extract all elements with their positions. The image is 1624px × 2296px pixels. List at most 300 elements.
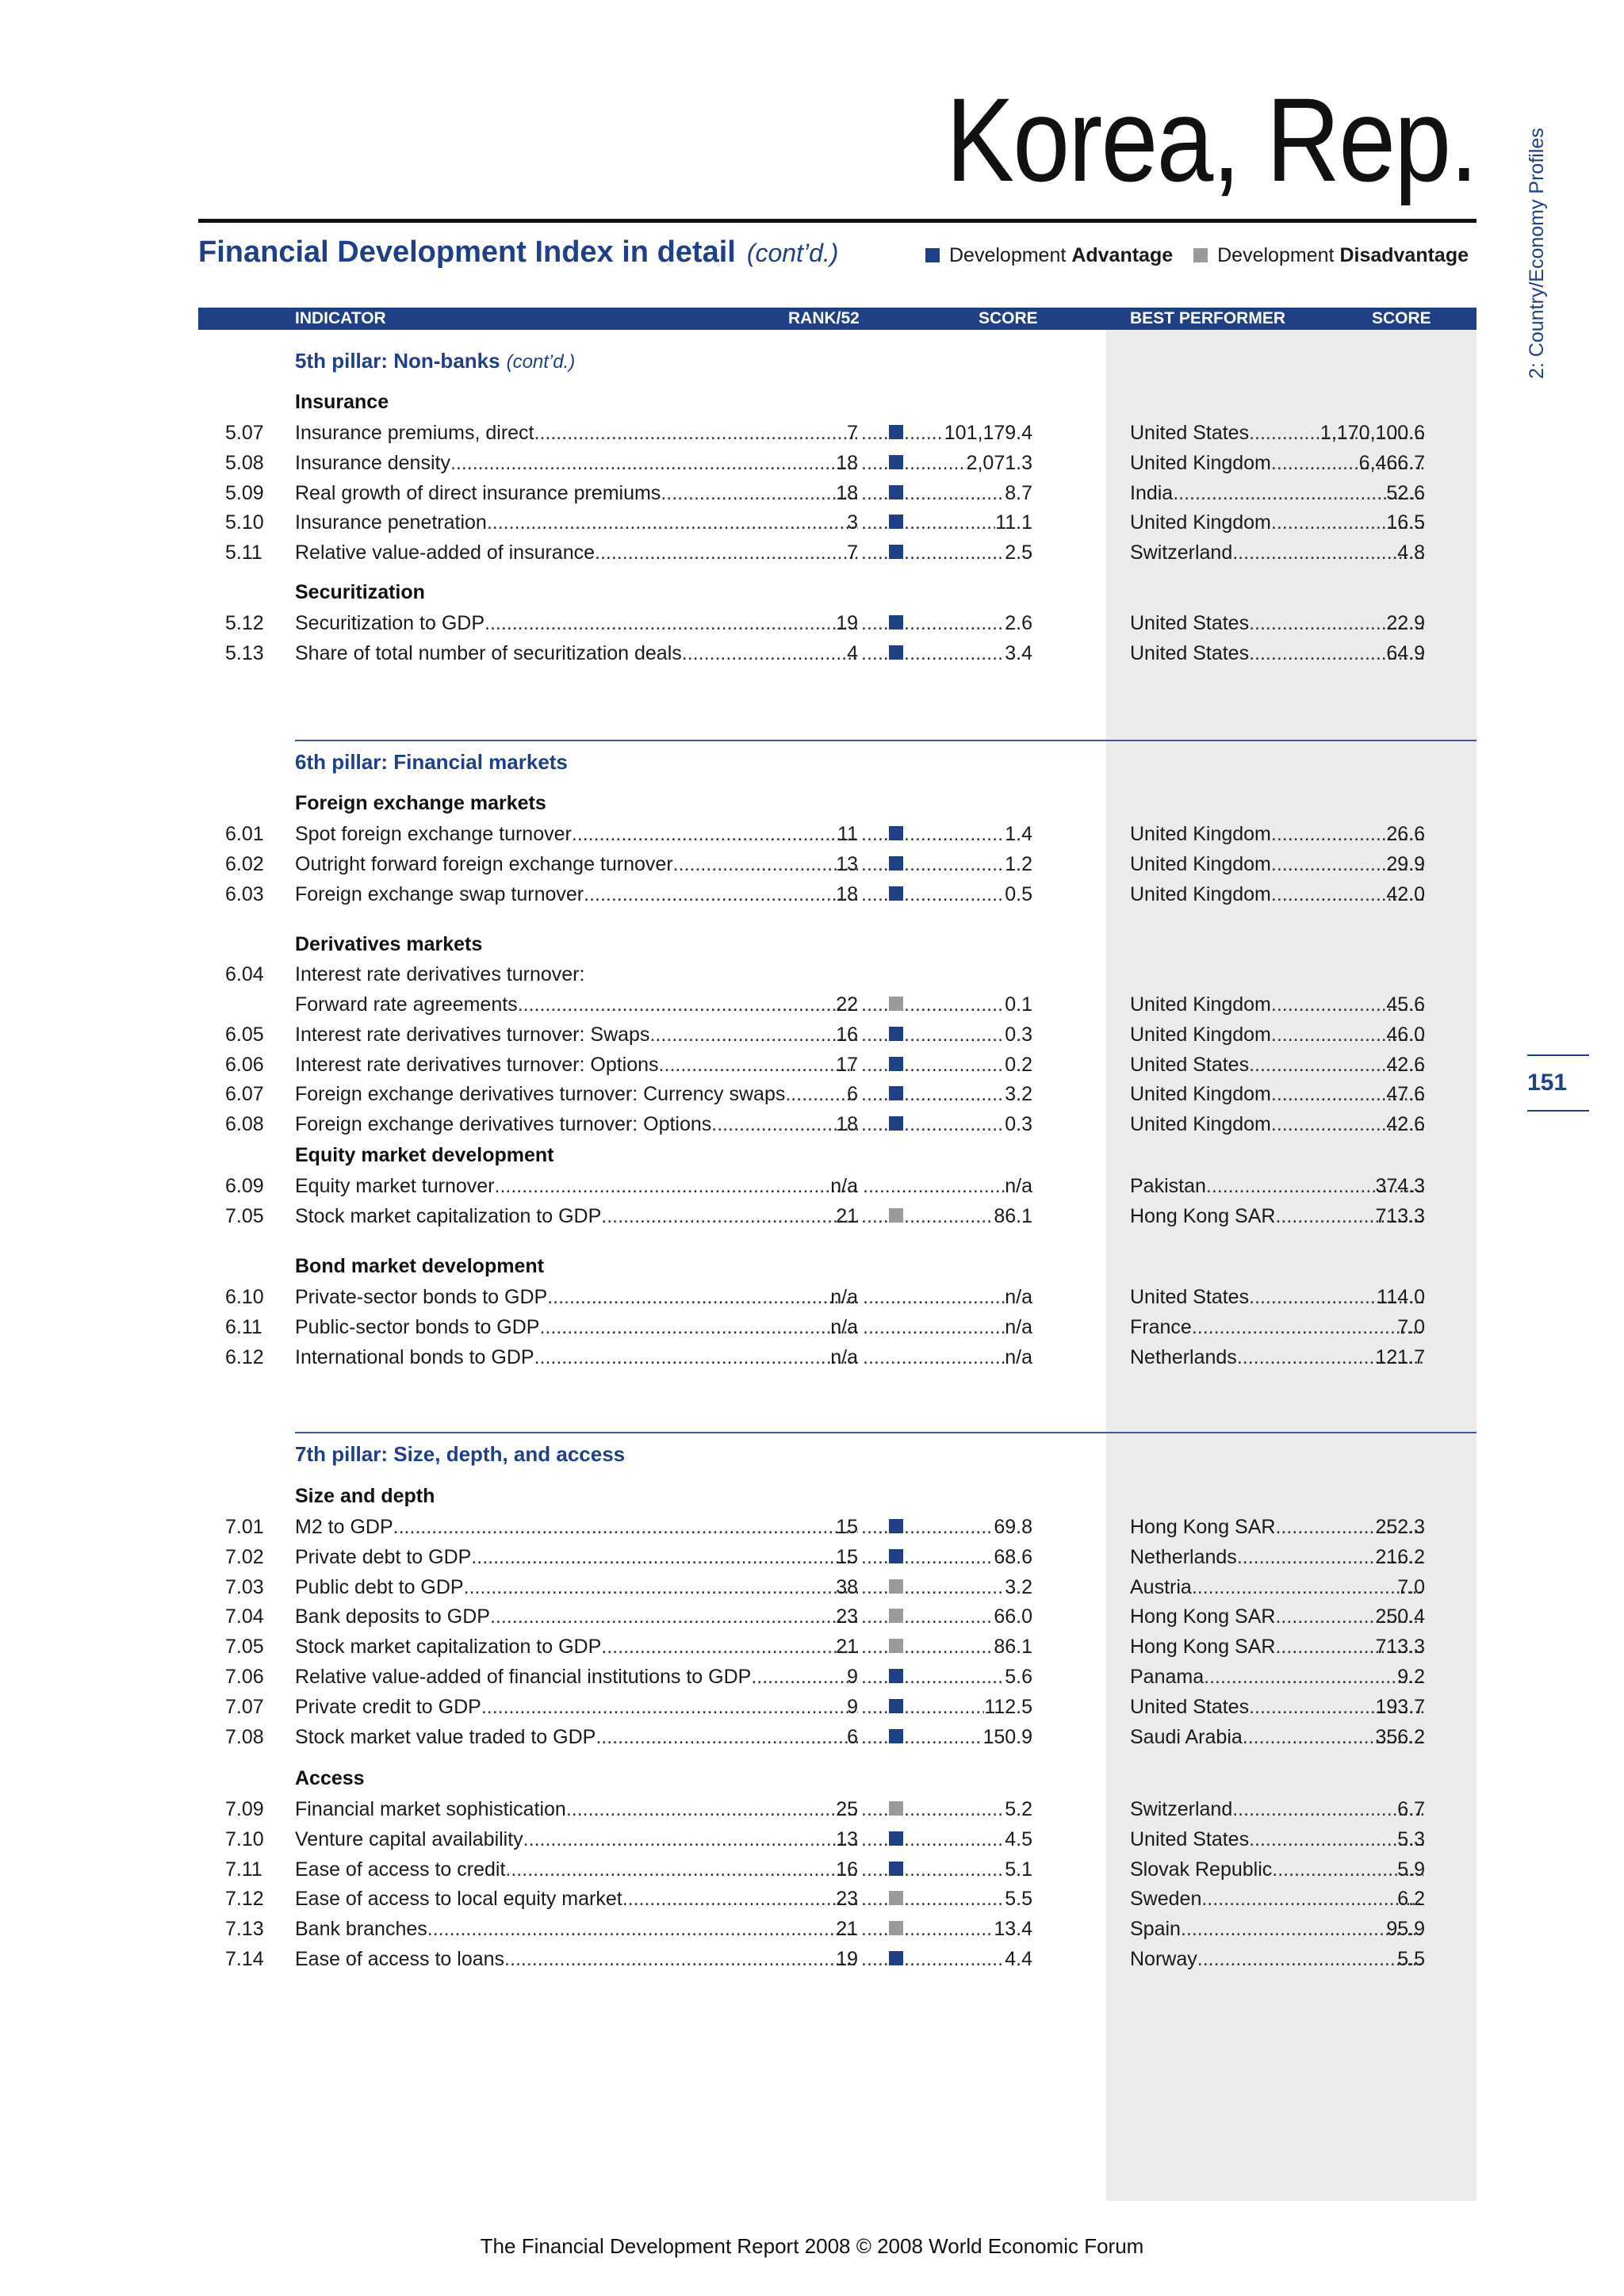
indicator-number: 5.13	[225, 641, 264, 664]
indicator-number: 7.12	[225, 1888, 264, 1911]
indicator-number: 6.12	[225, 1345, 264, 1368]
score-value: 4.5	[1005, 1824, 1032, 1854]
leader-dots	[861, 1722, 888, 1752]
title-rule	[198, 219, 1477, 223]
leader-dots	[863, 1342, 1005, 1372]
leader-dots	[861, 1572, 888, 1602]
best-performer-cell	[1130, 1824, 1423, 1854]
best-performer-name: Switzerland	[1130, 541, 1233, 564]
indicator-label-cell	[295, 1512, 858, 1542]
legend-disadvantage	[1193, 238, 1469, 273]
best-score-value: 52.6	[1386, 481, 1425, 504]
indicator-label-cell	[295, 1722, 858, 1752]
indicator-label: M2 to GDP	[295, 1516, 393, 1538]
score-value: 1.2	[1005, 849, 1032, 879]
best-performer-name: Spain	[1130, 1918, 1181, 1941]
best-performer-name: Panama	[1130, 1666, 1205, 1688]
indicator-label-cell	[295, 1824, 858, 1854]
best-score-value: 6.7	[1397, 1798, 1425, 1820]
legend-advantage	[925, 238, 1173, 273]
indicator-number: 6.07	[225, 1083, 264, 1106]
leader-dots	[861, 507, 888, 538]
indicator-number: 6.05	[225, 1023, 264, 1046]
table-row	[0, 448, 1624, 478]
indicator-number: 7.05	[225, 1204, 264, 1227]
advantage-square-icon	[889, 645, 903, 660]
indicator-label-cell	[295, 1342, 858, 1372]
indicator-label-cell	[295, 1542, 858, 1572]
table-row	[0, 1050, 1624, 1080]
score-value: 1.4	[1005, 819, 1032, 849]
pillar-title: 5th pillar: Non-banks	[295, 349, 500, 373]
leader-dots	[566, 1794, 858, 1824]
indicator-label-cell	[295, 1662, 858, 1692]
leader-dots	[601, 1201, 858, 1231]
best-score-value: 42.6	[1386, 1113, 1425, 1136]
score-value: 4.4	[1005, 1944, 1032, 1974]
section-heading: Foreign exchange markets	[295, 792, 546, 814]
disadvantage-square-icon	[889, 1208, 903, 1223]
leader-dots	[547, 1282, 858, 1312]
best-performer-name: Hong Kong SAR	[1130, 1636, 1276, 1659]
indicator-number: 7.02	[225, 1545, 264, 1568]
page-footer: The Financial Development Report 2008 © 2008 World Economic Forum	[480, 2234, 1144, 2258]
best-score-value: 16.5	[1386, 511, 1425, 534]
leader-dots	[495, 1171, 859, 1201]
rank-value: 15	[836, 1545, 858, 1568]
indicator-label-cell	[295, 1282, 858, 1312]
best-performer-name: Netherlands	[1130, 1345, 1237, 1368]
indicator-label: Private debt to GDP	[295, 1545, 472, 1568]
table-row	[0, 1854, 1624, 1885]
disadvantage-square-icon	[889, 1891, 903, 1905]
leader-dots	[861, 1542, 888, 1572]
rank-value: 18	[836, 882, 858, 905]
table-row	[0, 1601, 1624, 1632]
indicator-number: 6.09	[225, 1175, 264, 1197]
indicator-label-cell	[295, 849, 858, 879]
indicator-number: 6.02	[225, 852, 264, 875]
best-performer-name: United Kingdom	[1130, 993, 1271, 1016]
indicator-number: 6.11	[225, 1315, 262, 1338]
score-value: n/a	[1005, 1282, 1032, 1312]
indicator-label: Relative value-added of financial institutions to GDP	[295, 1666, 752, 1688]
indicator-number: 7.10	[225, 1827, 264, 1850]
leader-dots	[661, 478, 858, 508]
disadvantage-square-icon	[889, 1609, 903, 1623]
advantage-square-icon	[889, 485, 903, 499]
rank-value: 6	[847, 1725, 858, 1748]
indicator-label: Ease of access to loans	[295, 1948, 505, 1970]
rank-value: 19	[836, 612, 858, 634]
indicator-label: Stock market capitalization to GDP	[295, 1636, 602, 1659]
leader-dots	[861, 1601, 888, 1632]
score-value: n/a	[1005, 1171, 1032, 1201]
page-title: Korea, Rep.	[945, 73, 1477, 206]
indicator-label: Spot foreign exchange turnover	[295, 823, 572, 845]
rank-value: n/a	[830, 1286, 858, 1308]
leader-dots	[523, 1824, 858, 1854]
indicator-label: Private credit to GDP	[295, 1695, 481, 1718]
leader-dots	[1232, 1794, 1423, 1824]
leader-dots	[450, 448, 858, 478]
table-row	[0, 507, 1624, 538]
indicator-label-cell	[295, 1632, 858, 1662]
rank-value: 9	[847, 1666, 858, 1688]
column-header-best-score: SCORE	[1372, 309, 1431, 327]
score-value: 0.5	[1005, 879, 1032, 909]
best-performer-cell	[1130, 1109, 1423, 1139]
leader-dots	[487, 507, 858, 538]
indicator-label: Foreign exchange derivatives turnover: Currency swaps	[295, 1083, 786, 1106]
best-score-value: 114.0	[1377, 1286, 1425, 1308]
best-score-value: 6,466.7	[1358, 451, 1425, 474]
disadvantage-square-icon	[889, 1579, 903, 1594]
score-value: 2.6	[1005, 608, 1032, 638]
best-performer-name: Slovak Republic	[1130, 1858, 1273, 1881]
table-row	[0, 1662, 1624, 1692]
advantage-square-icon	[889, 886, 903, 901]
section-heading: Insurance	[295, 391, 389, 413]
best-performer-name: Hong Kong SAR	[1130, 1204, 1276, 1227]
table-row	[0, 478, 1624, 508]
indicator-label-cell	[295, 1050, 858, 1080]
leader-dots	[393, 1512, 858, 1542]
leader-dots	[596, 1722, 858, 1752]
score-value: 5.6	[1005, 1662, 1032, 1692]
best-performer-name: Saudi Arabia	[1130, 1725, 1243, 1748]
leader-dots	[863, 1282, 1005, 1312]
rank-value: n/a	[830, 1345, 858, 1368]
leader-dots	[751, 1662, 858, 1692]
indicator-label-cell	[295, 1020, 858, 1050]
section-heading: Equity market development	[295, 1144, 554, 1166]
indicator-number: 7.03	[225, 1575, 264, 1598]
best-performer-cell	[1130, 1312, 1423, 1342]
leader-dots	[861, 879, 888, 909]
leader-dots	[1201, 1884, 1423, 1914]
advantage-square-icon	[889, 856, 903, 871]
leader-dots	[534, 418, 858, 448]
rank-value: 23	[836, 1605, 858, 1628]
rank-value: 7	[847, 541, 858, 564]
indicator-label-cell	[295, 1884, 858, 1914]
disadvantage-square-icon	[889, 997, 903, 1011]
best-score-value: 26.6	[1386, 823, 1425, 845]
indicator-label: Public debt to GDP	[295, 1575, 464, 1598]
leader-dots	[861, 989, 888, 1020]
best-performer-name: Hong Kong SAR	[1130, 1605, 1276, 1628]
pillar-heading	[295, 1439, 625, 1469]
score-value: 5.1	[1005, 1854, 1032, 1885]
score-value: 5.5	[1005, 1884, 1032, 1914]
rank-value: 19	[836, 1948, 858, 1970]
leader-dots	[481, 1692, 858, 1722]
leader-dots	[572, 819, 858, 849]
indicator-label: Foreign exchange swap turnover	[295, 882, 584, 905]
leader-dots	[1192, 1312, 1423, 1342]
leader-dots	[861, 1944, 888, 1974]
advantage-square-icon	[889, 1116, 903, 1131]
indicator-label-cell	[295, 1572, 858, 1602]
table-row	[0, 608, 1624, 638]
best-score-value: 46.0	[1386, 1023, 1425, 1046]
indicator-label-cell	[295, 638, 858, 668]
table-row	[0, 1542, 1624, 1572]
score-value: 101,179.4	[944, 418, 1032, 448]
best-performer-name: Sweden	[1130, 1888, 1202, 1911]
advantage-square-icon	[889, 1027, 903, 1041]
best-score-value: 356.2	[1375, 1725, 1425, 1748]
indicator-label: Public-sector bonds to GDP	[295, 1315, 540, 1338]
indicator-label: Financial market sophistication	[295, 1798, 566, 1820]
table-row	[0, 1342, 1624, 1372]
rank-value: 13	[836, 852, 858, 875]
score-value: 86.1	[994, 1632, 1032, 1662]
column-header-rank: RANK/52	[788, 309, 860, 327]
leader-dots	[485, 608, 858, 638]
best-score-value: 95.9	[1386, 1918, 1425, 1941]
best-performer-cell	[1130, 538, 1423, 568]
table-row	[0, 849, 1624, 879]
table-row	[0, 538, 1624, 568]
rank-value: 18	[836, 481, 858, 504]
leader-dots	[861, 1079, 888, 1109]
best-performer-name: Hong Kong SAR	[1130, 1516, 1276, 1538]
indicator-label-cell	[295, 1312, 858, 1342]
best-performer-cell	[1130, 819, 1423, 849]
best-performer-name: United Kingdom	[1130, 823, 1271, 845]
rank-value: 21	[836, 1636, 858, 1659]
table-row	[0, 879, 1624, 909]
table-row	[0, 638, 1624, 668]
best-score-value: 9.2	[1397, 1666, 1425, 1688]
indicator-label: Interest rate derivatives turnover:	[295, 963, 585, 985]
table-row	[0, 1884, 1624, 1914]
advantage-square-icon	[889, 425, 903, 439]
table-row	[0, 1692, 1624, 1722]
section-heading: Size and depth	[295, 1485, 435, 1507]
table-row-intro	[0, 959, 1624, 989]
disadvantage-square-icon	[889, 1801, 903, 1816]
section-heading: Derivatives markets	[295, 933, 483, 955]
best-performer-cell	[1130, 638, 1423, 668]
section-heading: Bond market development	[295, 1255, 544, 1277]
advantage-square-icon	[889, 826, 903, 840]
score-value: 2,071.3	[967, 448, 1032, 478]
best-performer-name: United States	[1130, 1695, 1250, 1718]
best-performer-name: United States	[1130, 641, 1250, 664]
best-score-value: 713.3	[1375, 1204, 1425, 1227]
rank-value: n/a	[830, 1315, 858, 1338]
leader-dots	[861, 1632, 888, 1662]
best-performer-cell	[1130, 849, 1423, 879]
pillar-heading	[295, 346, 575, 376]
advantage-square-icon	[889, 455, 903, 469]
best-performer-cell	[1130, 879, 1423, 909]
indicator-label: Securitization to GDP	[295, 612, 485, 634]
pillar-heading	[295, 747, 568, 777]
best-score-value: 5.5	[1397, 1948, 1425, 1970]
indicator-label-cell	[295, 1692, 858, 1722]
table-row	[0, 1944, 1624, 1974]
table-row	[0, 1079, 1624, 1109]
indicator-number: 5.08	[225, 451, 264, 474]
indicator-label-cell	[295, 1201, 858, 1231]
leader-dots	[861, 608, 888, 638]
score-value: 68.6	[994, 1542, 1032, 1572]
legend-advantage-prefix: Development	[949, 244, 1067, 266]
leader-dots	[861, 1884, 888, 1914]
leader-dots	[601, 1632, 858, 1662]
leader-dots	[471, 1542, 858, 1572]
rank-value: 13	[836, 1827, 858, 1850]
leader-dots	[673, 849, 858, 879]
indicator-label: Ease of access to local equity market	[295, 1888, 622, 1911]
indicator-number: 6.06	[225, 1053, 264, 1076]
best-score-value: 7.0	[1397, 1315, 1425, 1338]
best-score-value: 42.0	[1386, 882, 1425, 905]
score-value: 5.2	[1005, 1794, 1032, 1824]
indicator-number: 6.10	[225, 1286, 264, 1308]
leader-dots	[861, 538, 888, 568]
score-value: n/a	[1005, 1342, 1032, 1372]
leader-dots	[861, 1020, 888, 1050]
leader-dots	[861, 448, 888, 478]
best-score-value: 193.7	[1375, 1695, 1425, 1718]
leader-dots	[861, 1794, 888, 1824]
best-performer-cell	[1130, 989, 1423, 1020]
leader-dots	[861, 1109, 888, 1139]
best-performer-name: United States	[1130, 422, 1250, 444]
table-row	[0, 1201, 1624, 1231]
indicator-label: Share of total number of securitization deals	[295, 641, 682, 664]
best-performer-name: United Kingdom	[1130, 1023, 1271, 1046]
indicator-number: 6.08	[225, 1113, 264, 1136]
legend-disadvantage-word: Disadvantage	[1339, 244, 1469, 266]
score-value: 69.8	[994, 1512, 1032, 1542]
best-score-value: 1,170,100.6	[1320, 422, 1425, 444]
indicator-label-cell	[295, 1854, 858, 1885]
rank-value: 4	[847, 641, 858, 664]
subtitle-text: Financial Development Index in detail	[198, 235, 736, 269]
indicator-number: 5.11	[225, 541, 262, 564]
indicator-number: 5.10	[225, 511, 264, 534]
rank-value: 15	[836, 1516, 858, 1538]
leader-dots	[863, 1312, 1005, 1342]
leader-dots	[1204, 1662, 1423, 1692]
advantage-square-icon	[889, 515, 903, 529]
indicator-label: Private-sector bonds to GDP	[295, 1286, 548, 1308]
best-score-value: 45.6	[1386, 993, 1425, 1016]
leader-dots	[539, 1312, 858, 1342]
best-performer-name: United Kingdom	[1130, 852, 1271, 875]
indicator-label: Relative value-added of insurance	[295, 541, 596, 564]
best-score-value: 7.0	[1397, 1575, 1425, 1598]
indicator-label-cell	[295, 1944, 858, 1974]
score-value: 0.3	[1005, 1020, 1032, 1050]
indicator-label-cell	[295, 418, 858, 448]
advantage-square-icon	[889, 1549, 903, 1563]
score-value: 11.1	[995, 507, 1032, 538]
rank-value: 9	[847, 1695, 858, 1718]
table-row	[0, 1572, 1624, 1602]
leader-dots	[1197, 1944, 1423, 1974]
indicator-label-cell	[295, 478, 858, 508]
rank-value: 3	[847, 511, 858, 534]
indicator-label-cell	[295, 819, 858, 849]
leader-dots	[861, 1824, 888, 1854]
rank-value: 17	[836, 1053, 858, 1076]
best-performer-cell	[1130, 1020, 1423, 1050]
best-score-value: 4.8	[1397, 541, 1425, 564]
indicator-label: Venture capital availability	[295, 1827, 523, 1850]
leader-dots	[534, 1342, 858, 1372]
indicator-number: 7.05	[225, 1636, 264, 1659]
table-row	[0, 1914, 1624, 1944]
section-subtitle	[198, 230, 838, 274]
indicator-number: 6.03	[225, 882, 264, 905]
leader-dots	[622, 1884, 858, 1914]
indicator-label: Insurance premiums, direct	[295, 422, 534, 444]
best-performer-cell	[1130, 1854, 1423, 1885]
rank-value: 25	[836, 1798, 858, 1820]
table-header	[198, 308, 1477, 330]
indicator-number: 6.01	[225, 823, 264, 845]
table-row	[0, 1722, 1624, 1752]
indicator-label: Insurance density	[295, 451, 450, 474]
best-performer-cell	[1130, 478, 1423, 508]
score-value: 0.2	[1005, 1050, 1032, 1080]
indicator-label-cell	[295, 1914, 858, 1944]
advantage-square-icon	[889, 1729, 903, 1743]
leader-dots	[861, 1201, 888, 1231]
indicator-number: 7.13	[225, 1918, 264, 1941]
best-score-value: 47.6	[1386, 1083, 1425, 1106]
leader-dots	[861, 1854, 888, 1885]
table-row	[0, 819, 1624, 849]
advantage-square-icon	[889, 1699, 903, 1713]
advantage-square-icon	[889, 1831, 903, 1846]
indicator-label-cell	[295, 879, 858, 909]
best-score-value: 22.9	[1386, 612, 1425, 634]
column-header-score: SCORE	[979, 309, 1038, 327]
leader-dots	[649, 1020, 858, 1050]
leader-dots	[682, 638, 858, 668]
indicator-label-cell	[295, 448, 858, 478]
leader-dots	[861, 1692, 888, 1722]
advantage-square-icon	[889, 1057, 903, 1071]
rank-value: 18	[836, 451, 858, 474]
indicator-number: 5.12	[225, 612, 264, 634]
best-score-value: 121.7	[1375, 1345, 1425, 1368]
score-value: 3.2	[1005, 1572, 1032, 1602]
rank-value: 16	[836, 1023, 858, 1046]
rank-value: 6	[847, 1083, 858, 1106]
rank-value: 21	[836, 1204, 858, 1227]
pillar-divider	[295, 1432, 1477, 1433]
best-performer-cell	[1130, 1944, 1423, 1974]
leader-dots	[505, 1854, 858, 1885]
advantage-square-icon	[889, 1951, 903, 1965]
leader-dots	[490, 1601, 858, 1632]
best-performer-name: United Kingdom	[1130, 1113, 1271, 1136]
pillar-cont: (cont’d.)	[506, 351, 576, 373]
disadvantage-square-icon	[1193, 248, 1208, 262]
indicator-number: 7.06	[225, 1666, 264, 1688]
best-performer-cell	[1130, 1914, 1423, 1944]
best-score-value: 5.3	[1397, 1827, 1425, 1850]
